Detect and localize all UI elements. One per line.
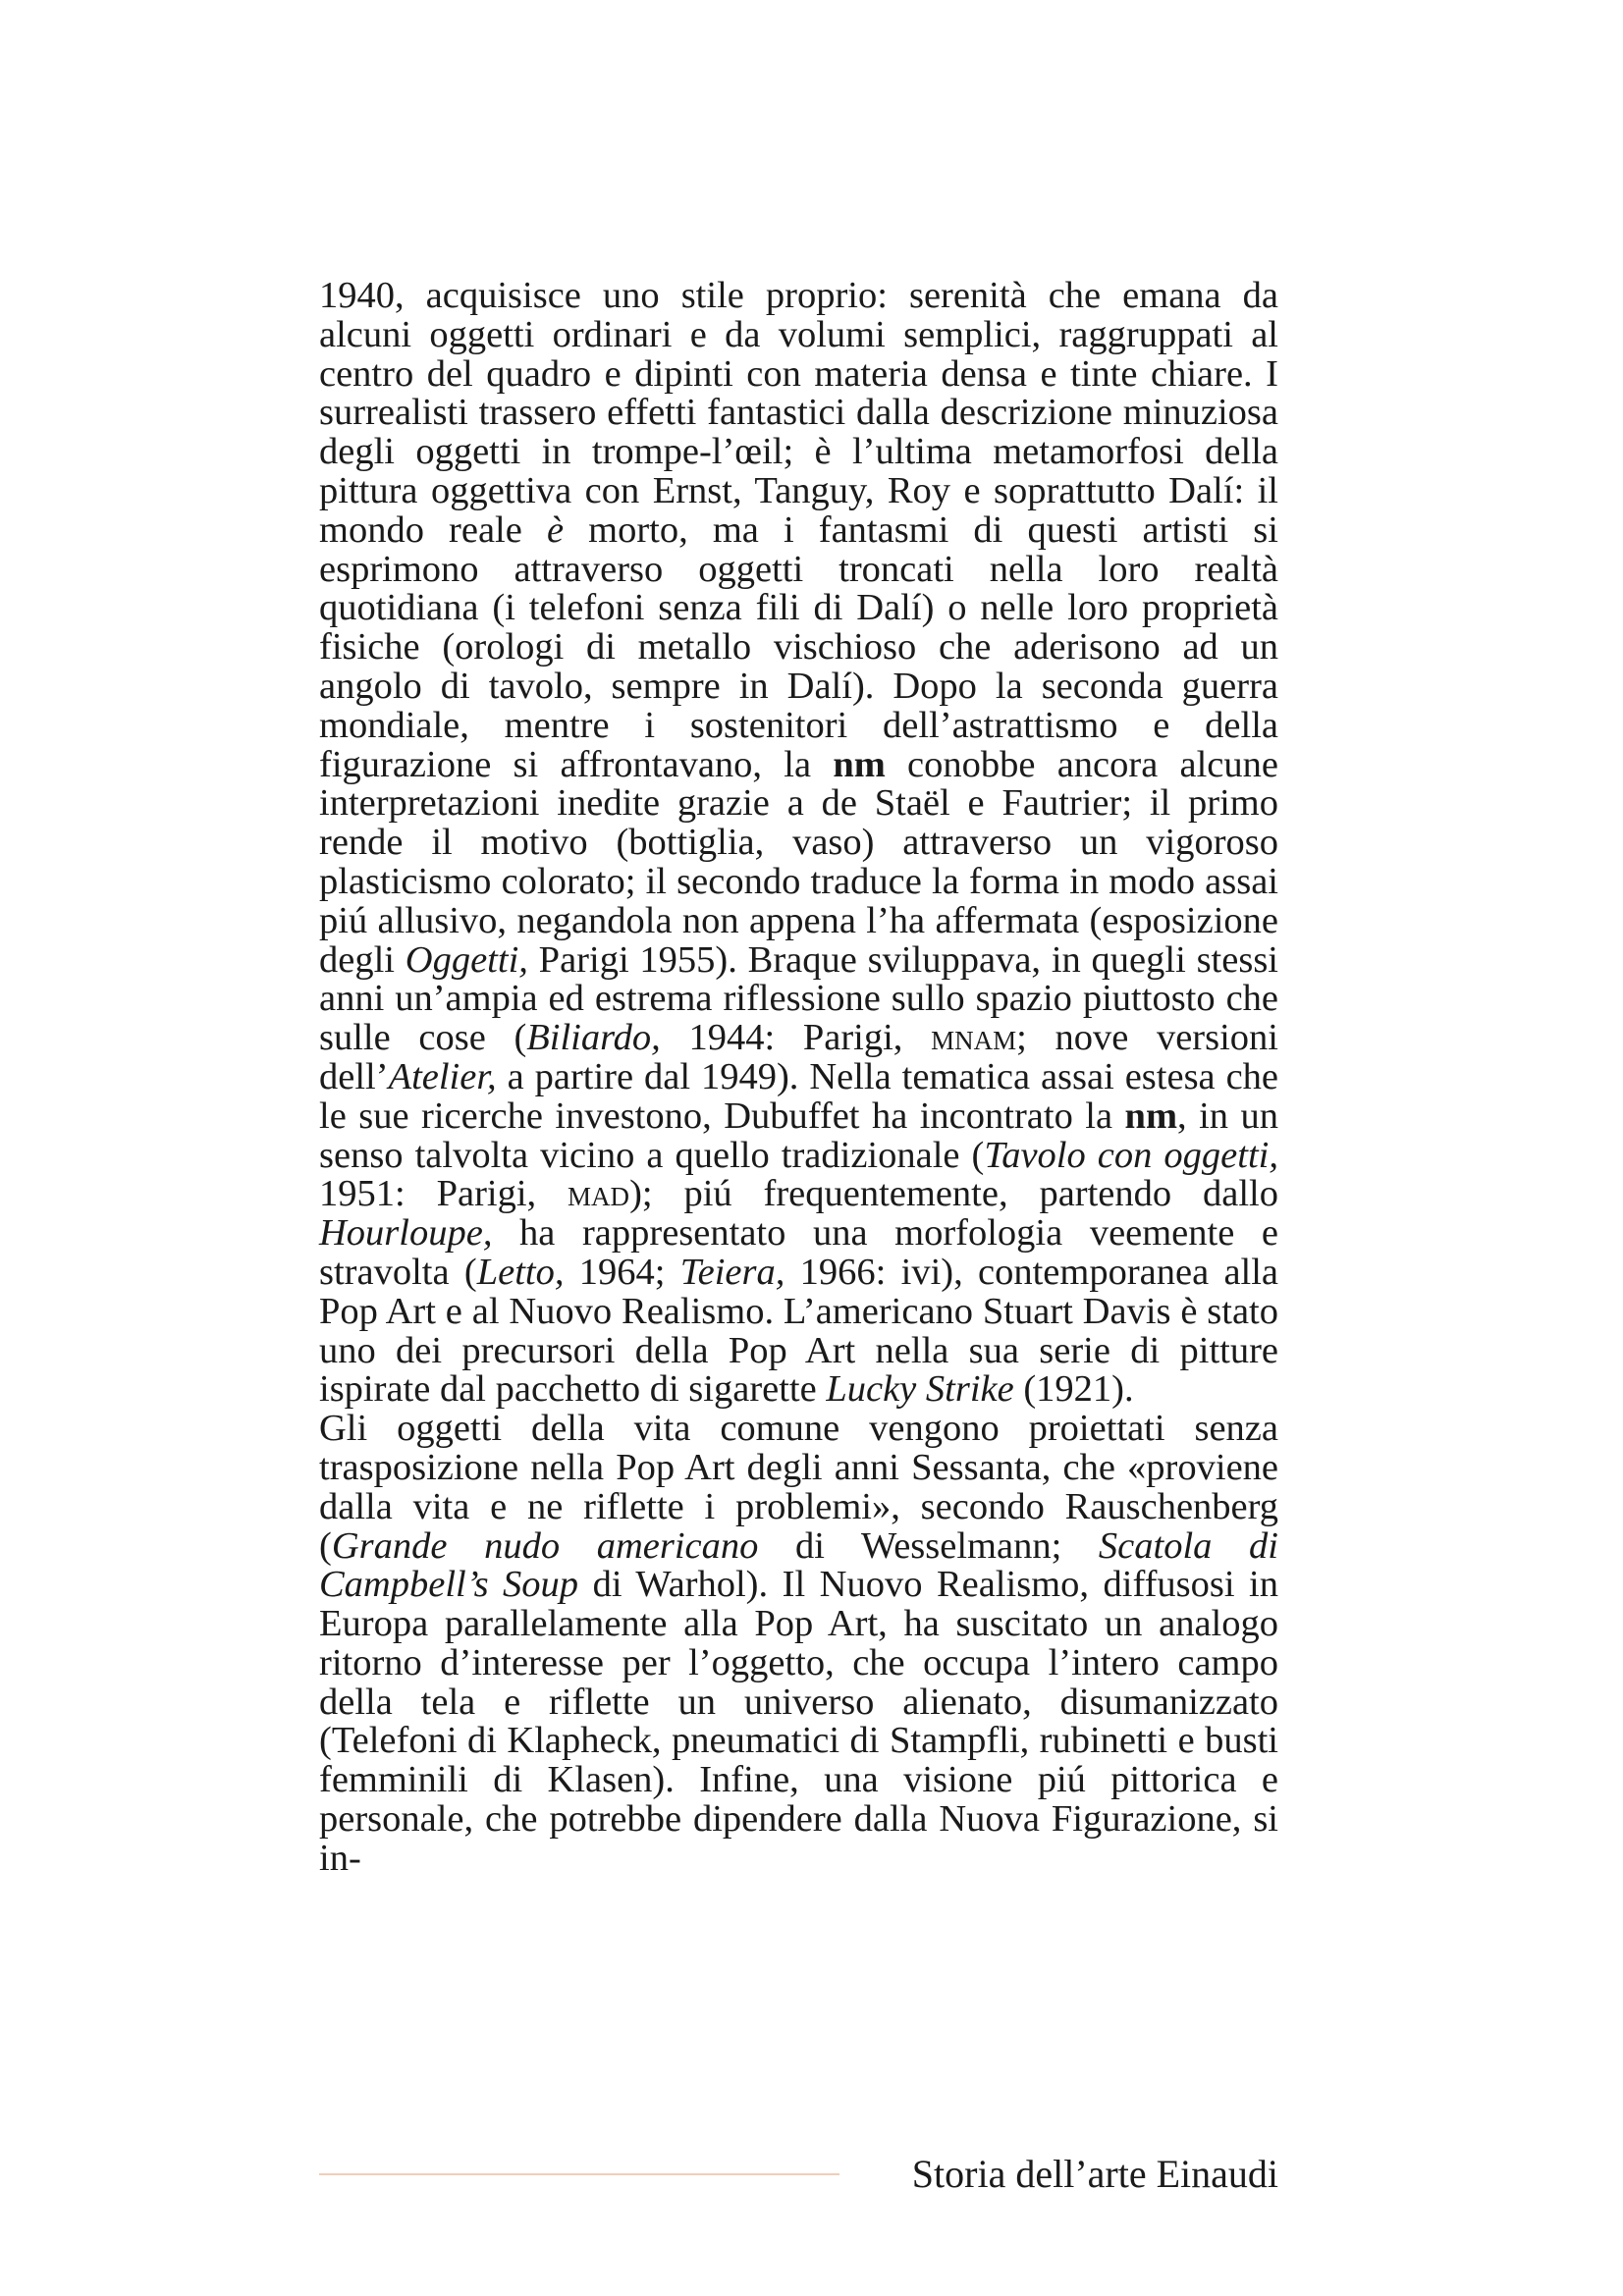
body-text bbox=[319, 277, 1278, 1879]
text-run: 1940, acquisisce uno stile proprio: serenità che emana da alcuni oggetti ordinari e da volumi semplici, raggruppati al centro del quadro e dipinti con materia densa e tinte chiare. I surrealisti trassero effetti fantastici dalla descrizione minuziosa degli oggetti in trompe-l’œil; è l’ultima metamorfosi della pittura oggettiva con Ernst, Tanguy, Roy e soprattutto Dalí: il mondo reale bbox=[319, 275, 1278, 551]
footer-title: Storia dell’arte Einaudi bbox=[911, 2152, 1278, 2196]
text-run: Gli oggetti della vita comune vengono proiettati senza trasposizione nella Pop Art degli anni Sessanta, che «proviene dalla vita e ne riflette i problemi», secondo Rauschenberg ( bbox=[319, 1408, 1278, 1567]
text-run: 1944: Parigi, bbox=[660, 1017, 932, 1059]
italic-run: Scatola di Campbell’s Soup bbox=[319, 1524, 1278, 1606]
bold-abbrev: nm bbox=[833, 743, 886, 785]
italic-run: Tavolo con oggetti, bbox=[984, 1134, 1278, 1176]
italic-run: Biliardo, bbox=[526, 1017, 661, 1059]
smallcaps-abbrev: mnam bbox=[931, 1017, 1017, 1059]
italic-run: Teiera, bbox=[679, 1251, 785, 1293]
text-run: di Warhol). Il Nuovo Realismo, diffusosi in Europa parallelamente alla Pop Art, ha suscitato un analogo ritorno d’interesse per l’oggetto, che occupa l’intero campo della tela e riflette un universo alienato, disumanizzato (Telefoni di Klapheck, pneumatici di Stampfli, rubinetti e busti femminili di Klasen). Infine, una visione piú pittorica e personale, che potrebbe dipendere dalla Nuova Figurazione, si in- bbox=[319, 1564, 1278, 1879]
footer-rule bbox=[319, 2173, 839, 2175]
text-run: 1966: ivi), contemporanea alla Pop Art e al Nuovo Realismo. L’americano Stuart Davis è stato uno dei precursori della Pop Art nella sua serie di pitture ispirate dal pacchetto di sigarette bbox=[319, 1251, 1279, 1411]
italic-run: Lucky Strike bbox=[826, 1368, 1014, 1411]
page-footer bbox=[319, 2150, 1278, 2199]
bold-abbrev: nm bbox=[1124, 1095, 1178, 1137]
text-run: a partire dal 1949). Nella tematica assai estesa che le sue ricerche investono, Dubuffet ha incontrato la bbox=[319, 1055, 1278, 1137]
paragraph bbox=[319, 1410, 1278, 1879]
text-run: , in un senso talvolta vicino a quello tradizionale ( bbox=[319, 1095, 1278, 1176]
text-run: 1964; bbox=[564, 1251, 680, 1293]
text-run: di Wesselmann; bbox=[758, 1524, 1099, 1567]
italic-run: Atelier, bbox=[388, 1055, 497, 1097]
text-run: Parigi 1955). Braque sviluppava, in quegli stessi anni un’ampia ed estrema riflessione sullo spazio piuttosto che sulle cose ( bbox=[319, 938, 1279, 1059]
italic-run: Hourloupe, bbox=[319, 1212, 493, 1255]
italic-run: è bbox=[546, 508, 565, 551]
text-run: ha rappresentato una morfologia veemente e stravolta ( bbox=[319, 1212, 1278, 1293]
text-run: 1951: Parigi, bbox=[319, 1173, 568, 1215]
text-run: (1921). bbox=[1013, 1368, 1134, 1411]
italic-run: Oggetti, bbox=[405, 938, 528, 981]
paragraph bbox=[319, 277, 1278, 1410]
text-run: conobbe ancora alcune interpretazioni inedite grazie a de Staël e Fautrier; il primo rende il motivo (bottiglia, vaso) attraverso un vigoroso plasticismo colorato; il secondo traduce la forma in modo assai piú allusivo, negandola non appena l’ha affermata (esposizione degli bbox=[319, 743, 1278, 981]
italic-run: Letto, bbox=[476, 1251, 565, 1293]
smallcaps-abbrev: mad bbox=[568, 1173, 630, 1215]
text-run: morto, ma i fantasmi di questi artisti si esprimono attraverso oggetti troncati nella loro realtà quotidiana (i telefoni senza fili di Dalí) o nelle loro proprietà fisiche (orologi di metallo vischioso che aderisono ad un angolo di tavolo, sempre in Dalí). Dopo la seconda guerra mondiale, mentre i sostenitori dell’astrattismo e della figurazione si affrontavano, la bbox=[319, 508, 1278, 785]
text-run: ); piú frequentemente, partendo dallo bbox=[629, 1173, 1278, 1215]
italic-run: Grande nudo americano bbox=[331, 1524, 759, 1567]
text-run: ; nove versioni dell’ bbox=[319, 1017, 1278, 1097]
